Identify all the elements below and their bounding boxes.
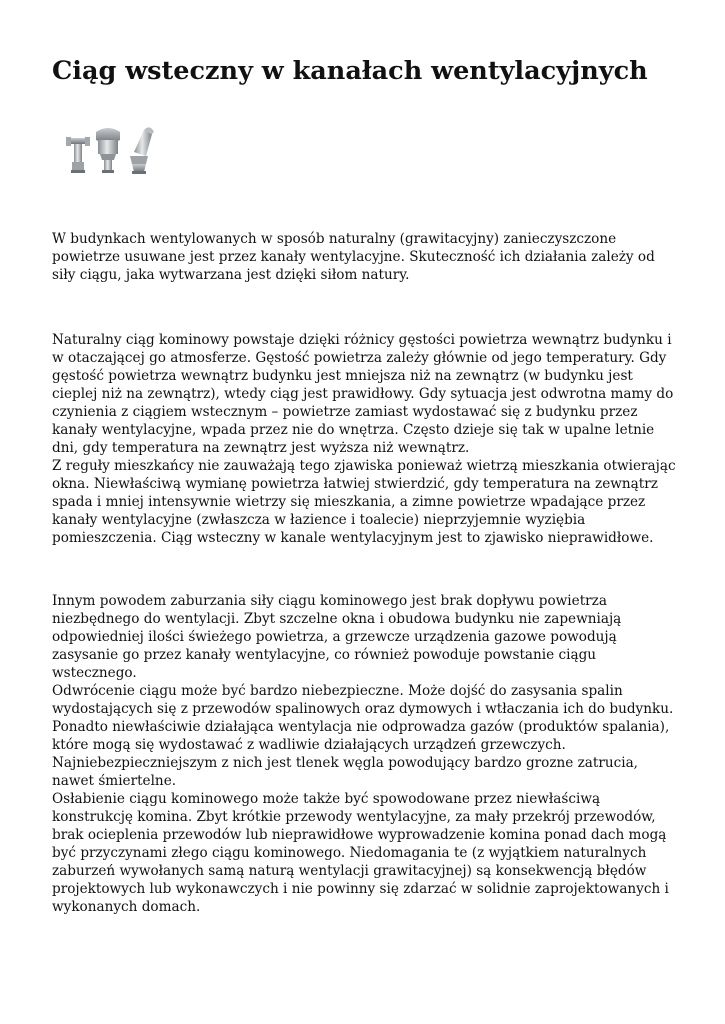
ventilation-chimney-caps-icon bbox=[62, 112, 158, 196]
paragraph-text: Osłabienie ciągu kominowego może także być spowodowane przez niewłaściwą konstrukcję komina. Zbyt krótkie przewody wentylacyjne, za mały przekrój przewodów, brak ocieplenia przewodów lub nieprawidłowe wyprowadzenie komina ponad dach mogą być przyczynami złego ciągu kominowego. Niedomagania te (z wyjątkiem naturalnych zaburzeń wywołanych samą naturą wentylacji grawitacyjnej) są konsekwencją błędów projektowych lub wykonawczych i nie powinny się zdarzać w solidnie zaprojektowanych i wykonanych domach. bbox=[52, 791, 669, 915]
paragraph-text: W budynkach wentylowanych w sposób naturalny (grawitacyjny) zanieczyszczone powietrze usuwane jest przez kanały wentylacyjne. Skuteczność ich działania zależy od siły ciągu, jaka wytwarzana jest dzięki siłom natury. bbox=[52, 231, 655, 283]
paragraph-other-causes bbox=[52, 592, 678, 916]
page-title: Ciąg wsteczny w kanałach wentylacyjnych bbox=[52, 56, 648, 86]
vent-cap-left bbox=[66, 137, 90, 173]
paragraph-text: Z reguły mieszkańcy nie zauważają tego zjawiska ponieważ wietrzą mieszkania otwierając okna. Niewłaściwą wymianę powietrza łatwiej stwierdzić, gdy temperatura na zewnątrz spada i mniej intensywnie wietrzy się mieszkania, a zimne powietrze wpadające przez kanały wentylacyjne (zwłaszcza w łazience i toalecie) nieprzyjemnie wyziębia pomieszczenia. Ciąg wsteczny w kanale wentylacyjnym jest to zjawisko nieprawidłowe. bbox=[52, 458, 676, 546]
paragraph-text: Naturalny ciąg kominowy powstaje dzięki różnicy gęstości powietrza wewnątrz budynku i w otaczającej go atmosferze. Gęstość powietrza zależy głównie od jego temperatury. Gdy gęstość powietrza wewnątrz budynku jest mniejsza niż na zewnątrz (w budynku jest cieplej niż na zewnątrz), wtedy ciąg jest prawidłowy. Gdy sytuacja jest odwrotna mamy do czynienia z ciągiem wstecznym – powietrze zamiast wydostawać się z budynku przez kanały wentylacyjne, wpada przez nie do wnętrza. Często dzieje się tak w upalne letnie dni, gdy temperatura na zewnątrz jest wyższa niż wewnątrz. bbox=[52, 332, 674, 456]
paragraph-intro bbox=[52, 230, 678, 284]
paragraph-text: Odwrócenie ciągu może być bardzo niebezpieczne. Może dojść do zasysania spalin wydostających się z przewodów spalinowych oraz dymowych i wtłaczania ich do budynku. Ponadto niewłaściwie działająca wentylacja nie odprowadza gazów (produktów spalania), które mogą się wydostawać z wadliwie działających urządzeń grzewczych. Najniebezpieczniejszym z nich jest tlenek węgla powodujący bardzo grozne zatrucia, nawet śmiertelne. bbox=[52, 683, 674, 789]
vent-cap-middle bbox=[96, 128, 120, 173]
paragraph-text: Innym powodem zaburzania siły ciągu kominowego jest brak dopływu powietrza niezbędnego do wentylacji. Zbyt szczelne okna i obudowa budynku nie zapewniają odpowiedniej ilości świeżego powietrza, a grzewcze urządzenia gazowe powodują zasysanie go przez kanały wentylacyjne, co również powoduje powstanie ciągu wstecznego. bbox=[52, 593, 622, 681]
vent-cap-right bbox=[130, 127, 154, 174]
paragraph-natural-draft bbox=[52, 331, 678, 547]
